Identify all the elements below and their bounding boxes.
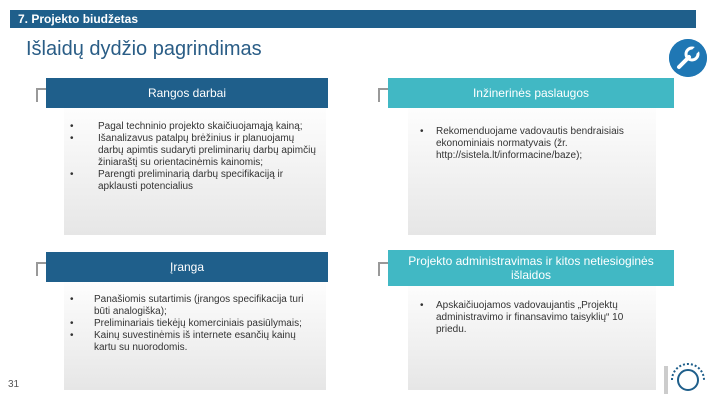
list-item: • Kainų suvestinėmis iš internete esančių kainų kartu su nuorodomis.	[70, 330, 320, 354]
section-title: 7. Projekto biudžetas	[18, 12, 139, 26]
list-item: • Pagal techninio projekto skaičiuojamąją kainą;	[70, 121, 320, 133]
card-inzinerines-paslaugos	[408, 100, 656, 235]
card-body-rangos-darbai	[70, 121, 320, 233]
card-header-projekto-administravimas	[388, 250, 674, 286]
page-subtitle: Išlaidų dydžio pagrindimas	[26, 38, 262, 60]
card-header-inzinerines-paslaugos	[388, 78, 674, 108]
page-number: 31	[6, 376, 36, 394]
card-title: Rangos darbai	[147, 86, 227, 100]
card-header-rangos-darbai	[46, 78, 328, 108]
card-body-projekto-administravimas	[420, 300, 656, 336]
wrench-logo-icon	[669, 39, 707, 77]
cpva-logo-icon	[662, 360, 714, 400]
card-body-inzinerines-paslaugos	[420, 126, 656, 162]
card-body-iranga	[70, 294, 320, 354]
card-header-iranga	[46, 252, 328, 282]
section-header-bar	[10, 10, 696, 28]
list-item: • Išanalizavus patalpų brėžinius ir planuojamų darbų apimtis sudaryti preliminarių darbų apimčių žiniaraštį su orientacinėmis kainomis;	[70, 133, 320, 169]
list-item: • Rekomenduojame vadovautis bendraisiais ekonominiais normatyvais (žr. http://sistela.lt/informacine/baze);	[420, 126, 656, 162]
card-title: Įranga	[169, 260, 205, 274]
list-item: • Apskaičiuojamos vadovaujantis „Projektų administravimo ir finansavimo taisyklių“ 10 priedu.	[420, 300, 656, 336]
list-item: • Parengti preliminarią darbų specifikaciją ir apklausti potencialius	[70, 169, 320, 193]
card-title: Inžinerinės paslaugos	[472, 86, 590, 100]
list-item: • Panašiomis sutartimis (įrangos specifikacija turi būti analogiška);	[70, 294, 320, 318]
list-item: • Preliminariais tiekėjų komerciniais pasiūlymais;	[70, 318, 320, 330]
card-title: Projekto administravimas ir kitos netiesioginės išlaidos	[408, 254, 654, 282]
